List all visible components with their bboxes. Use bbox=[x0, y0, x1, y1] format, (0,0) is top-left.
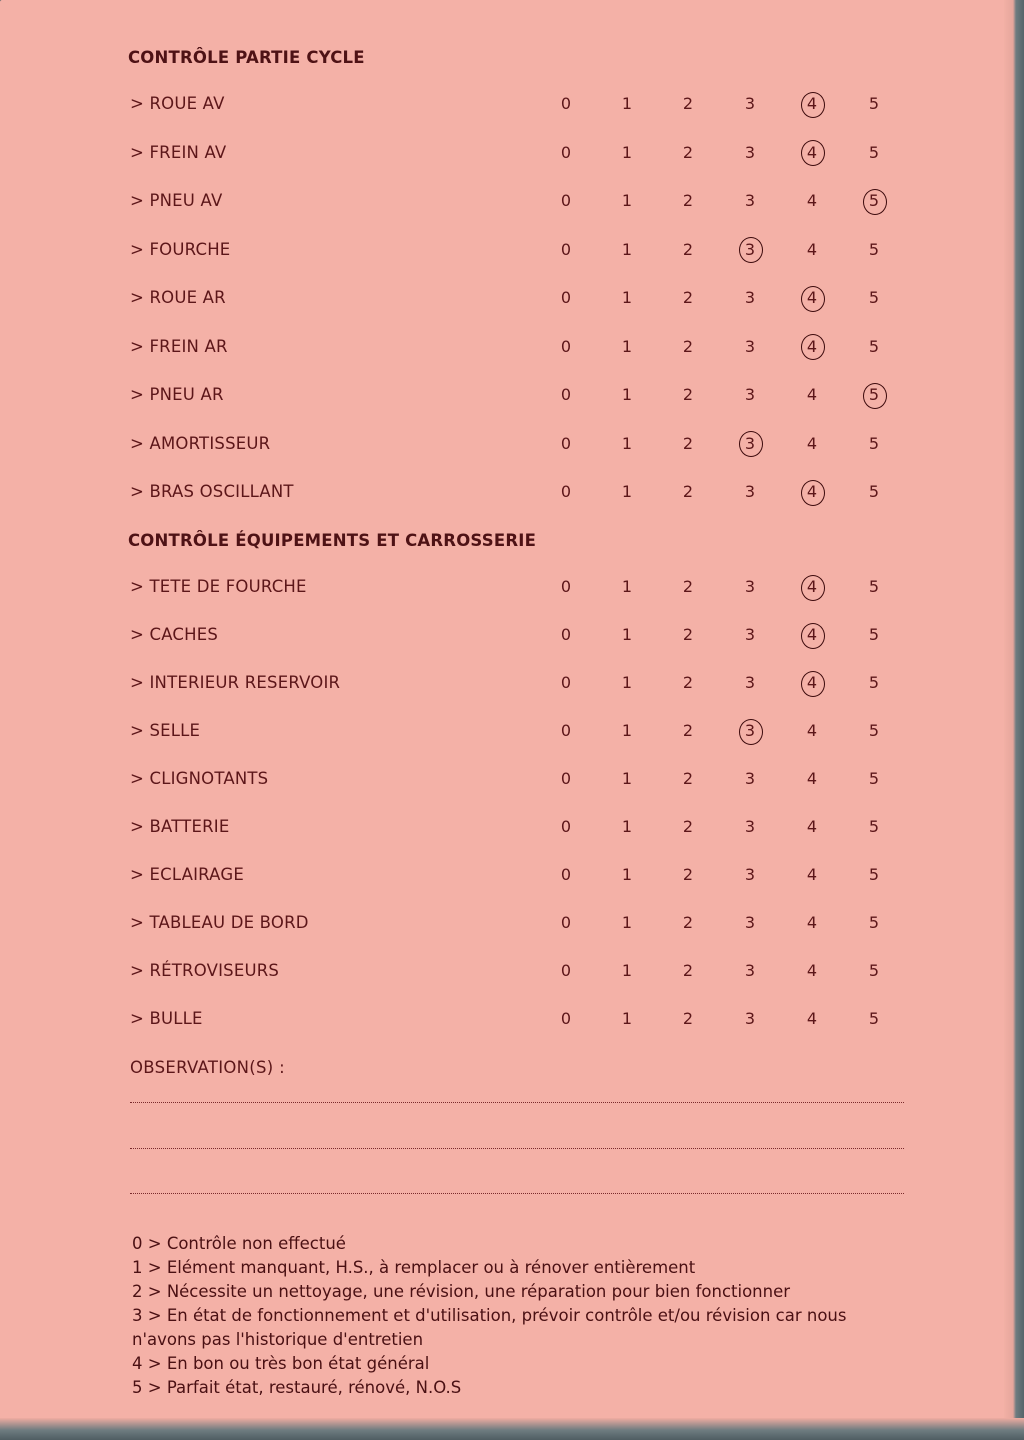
score-option-3-selected[interactable]: 3 bbox=[735, 434, 765, 453]
row-label: > TETE DE FOURCHE bbox=[130, 577, 307, 596]
score-option-4[interactable]: 4 bbox=[806, 433, 818, 453]
score-option-5[interactable]: 5 bbox=[868, 142, 880, 162]
score-option-2[interactable]: 2 bbox=[682, 625, 694, 644]
score-option-1[interactable]: 1 bbox=[621, 288, 633, 307]
checklist-row bbox=[0, 769, 1010, 795]
score-option-0[interactable]: 0 bbox=[560, 721, 572, 740]
score-option-2[interactable]: 2 bbox=[682, 769, 694, 788]
score-option-3[interactable]: 3 bbox=[744, 625, 756, 644]
score-option-0[interactable]: 0 bbox=[560, 913, 572, 932]
row-label: > CACHES bbox=[130, 625, 219, 644]
observation-line-3[interactable] bbox=[130, 1193, 904, 1194]
score-option-2[interactable]: 2 bbox=[682, 721, 694, 740]
score-option-3[interactable]: 3 bbox=[744, 865, 756, 884]
checklist-row bbox=[0, 482, 1010, 508]
score-option-1[interactable]: 1 bbox=[621, 577, 633, 596]
score-option-2[interactable]: 2 bbox=[682, 577, 694, 596]
score-option-2[interactable]: 2 bbox=[682, 673, 694, 692]
score-option-5[interactable]: 5 bbox=[868, 1009, 880, 1028]
row-label: > FOURCHE bbox=[130, 239, 231, 259]
score-option-5[interactable]: 5 bbox=[868, 961, 880, 980]
score-option-4[interactable]: 4 bbox=[806, 239, 818, 259]
row-label: > PNEU AV bbox=[130, 191, 223, 210]
score-option-5[interactable]: 5 bbox=[868, 769, 880, 788]
row-label: > BULLE bbox=[130, 1009, 203, 1028]
score-option-4[interactable]: 4 bbox=[806, 191, 818, 210]
score-option-4[interactable]: 4 bbox=[806, 721, 818, 740]
score-option-0[interactable]: 0 bbox=[560, 239, 572, 259]
score-option-1[interactable]: 1 bbox=[621, 721, 633, 740]
score-option-2[interactable]: 2 bbox=[682, 288, 694, 307]
score-option-2[interactable]: 2 bbox=[682, 433, 694, 453]
score-option-3[interactable]: 3 bbox=[744, 817, 756, 836]
row-label: > CLIGNOTANTS bbox=[130, 769, 269, 788]
checklist-row bbox=[0, 240, 1010, 266]
score-option-1[interactable]: 1 bbox=[621, 625, 633, 644]
score-option-5[interactable]: 5 bbox=[868, 721, 880, 740]
score-option-2[interactable]: 2 bbox=[682, 865, 694, 884]
score-option-1[interactable]: 1 bbox=[621, 94, 633, 113]
checklist-row bbox=[0, 913, 1010, 939]
row-label: > FREIN AR bbox=[130, 336, 228, 356]
observation-line-2[interactable] bbox=[130, 1148, 904, 1149]
score-option-1[interactable]: 1 bbox=[621, 769, 633, 788]
legend-line-0: 0 > Contrôle non effectué bbox=[132, 1234, 346, 1253]
score-option-5-selected[interactable]: 5 bbox=[859, 385, 889, 404]
score-option-3[interactable]: 3 bbox=[744, 336, 756, 356]
score-option-2[interactable]: 2 bbox=[682, 482, 694, 501]
checklist-row bbox=[0, 625, 1010, 651]
legend-line-2: 2 > Nécessite un nettoyage, une révision, une réparation pour bien fonctionner bbox=[132, 1282, 791, 1301]
score-option-4-selected[interactable]: 4 bbox=[797, 625, 827, 644]
checklist-row bbox=[0, 94, 1010, 120]
checklist-row bbox=[0, 721, 1010, 747]
score-option-1[interactable]: 1 bbox=[621, 385, 633, 404]
score-option-0[interactable]: 0 bbox=[560, 482, 572, 501]
score-option-3[interactable]: 3 bbox=[744, 961, 756, 980]
score-option-3[interactable]: 3 bbox=[744, 94, 756, 113]
score-option-5[interactable]: 5 bbox=[868, 577, 880, 596]
score-option-1[interactable]: 1 bbox=[621, 961, 633, 980]
checklist-row bbox=[0, 191, 1010, 217]
score-option-5[interactable]: 5 bbox=[868, 239, 880, 259]
score-option-3[interactable]: 3 bbox=[744, 385, 756, 404]
score-option-2[interactable]: 2 bbox=[682, 817, 694, 836]
score-option-4[interactable]: 4 bbox=[806, 769, 818, 788]
row-label: > INTERIEUR RESERVOIR bbox=[130, 673, 341, 692]
row-label: > AMORTISSEUR bbox=[130, 433, 271, 453]
score-option-4-selected[interactable]: 4 bbox=[797, 673, 827, 692]
score-option-5[interactable]: 5 bbox=[868, 817, 880, 836]
score-option-4-selected[interactable]: 4 bbox=[797, 577, 827, 596]
score-option-4[interactable]: 4 bbox=[806, 961, 818, 980]
score-option-5[interactable]: 5 bbox=[868, 94, 880, 113]
score-option-1[interactable]: 1 bbox=[621, 817, 633, 836]
score-option-2[interactable]: 2 bbox=[682, 385, 694, 404]
score-option-0[interactable]: 0 bbox=[560, 625, 572, 644]
score-option-4[interactable]: 4 bbox=[806, 385, 818, 404]
row-label: > ECLAIRAGE bbox=[130, 865, 244, 884]
score-option-1[interactable]: 1 bbox=[621, 336, 633, 356]
score-option-4-selected[interactable]: 4 bbox=[797, 94, 827, 113]
score-option-1[interactable]: 1 bbox=[621, 1009, 633, 1028]
score-option-5[interactable]: 5 bbox=[868, 336, 880, 356]
score-option-5[interactable]: 5 bbox=[868, 288, 880, 307]
section-title-cycle: CONTRÔLE PARTIE CYCLE bbox=[128, 48, 365, 67]
score-option-0[interactable]: 0 bbox=[560, 433, 572, 453]
score-option-5[interactable]: 5 bbox=[868, 433, 880, 453]
row-label: > ROUE AR bbox=[130, 288, 226, 307]
score-option-2[interactable]: 2 bbox=[682, 239, 694, 259]
score-option-4[interactable]: 4 bbox=[806, 1009, 818, 1028]
score-option-0[interactable]: 0 bbox=[560, 385, 572, 404]
score-option-0[interactable]: 0 bbox=[560, 288, 572, 307]
score-option-0[interactable]: 0 bbox=[560, 142, 572, 162]
score-option-1[interactable]: 1 bbox=[621, 239, 633, 259]
score-option-3[interactable]: 3 bbox=[744, 913, 756, 932]
score-option-3[interactable]: 3 bbox=[744, 191, 756, 210]
checklist-row bbox=[0, 865, 1010, 891]
checklist-row bbox=[0, 288, 1010, 314]
legend-line-5: 5 > Parfait état, restauré, rénové, N.O.S bbox=[132, 1378, 462, 1397]
rating-legend bbox=[132, 1232, 912, 1400]
score-option-2[interactable]: 2 bbox=[682, 961, 694, 980]
score-option-2[interactable]: 2 bbox=[682, 1009, 694, 1028]
score-option-2[interactable]: 2 bbox=[682, 142, 694, 162]
score-option-0[interactable]: 0 bbox=[560, 769, 572, 788]
score-option-0[interactable]: 0 bbox=[560, 865, 572, 884]
checklist-row bbox=[0, 337, 1010, 363]
score-option-4[interactable]: 4 bbox=[806, 865, 818, 884]
score-option-3[interactable]: 3 bbox=[744, 142, 756, 162]
score-option-3[interactable]: 3 bbox=[744, 673, 756, 692]
row-label: > TABLEAU DE BORD bbox=[130, 913, 309, 932]
row-label: > PNEU AR bbox=[130, 385, 224, 404]
score-option-1[interactable]: 1 bbox=[621, 913, 633, 932]
score-option-4[interactable]: 4 bbox=[806, 817, 818, 836]
checklist-row bbox=[0, 1009, 1010, 1035]
checklist-row bbox=[0, 817, 1010, 843]
score-option-3[interactable]: 3 bbox=[744, 769, 756, 788]
score-option-0[interactable]: 0 bbox=[560, 673, 572, 692]
score-option-0[interactable]: 0 bbox=[560, 817, 572, 836]
score-option-0[interactable]: 0 bbox=[560, 94, 572, 113]
score-option-0[interactable]: 0 bbox=[560, 191, 572, 210]
row-label: > FREIN AV bbox=[130, 142, 227, 162]
score-option-1[interactable]: 1 bbox=[621, 865, 633, 884]
score-option-0[interactable]: 0 bbox=[560, 961, 572, 980]
score-option-2[interactable]: 2 bbox=[682, 336, 694, 356]
score-option-4-selected[interactable]: 4 bbox=[797, 288, 827, 307]
checklist-row bbox=[0, 143, 1010, 169]
score-option-3-selected[interactable]: 3 bbox=[735, 721, 765, 740]
score-option-1[interactable]: 1 bbox=[621, 142, 633, 162]
score-option-1[interactable]: 1 bbox=[621, 673, 633, 692]
checklist-row bbox=[0, 385, 1010, 411]
checklist-row bbox=[0, 961, 1010, 987]
checklist-row bbox=[0, 434, 1010, 460]
observation-line-1[interactable] bbox=[130, 1102, 904, 1103]
legend-line-1: 1 > Elément manquant, H.S., à remplacer ou à rénover entièrement bbox=[132, 1258, 696, 1277]
row-label: > RÉTROVISEURS bbox=[130, 961, 280, 980]
score-option-2[interactable]: 2 bbox=[682, 913, 694, 932]
score-option-4-selected[interactable]: 4 bbox=[797, 482, 827, 501]
score-option-5-selected[interactable]: 5 bbox=[859, 191, 889, 210]
score-option-5[interactable]: 5 bbox=[868, 865, 880, 884]
score-option-2[interactable]: 2 bbox=[682, 94, 694, 113]
score-option-3-selected[interactable]: 3 bbox=[735, 240, 765, 259]
score-option-3[interactable]: 3 bbox=[744, 1009, 756, 1028]
row-label: > SELLE bbox=[130, 721, 201, 740]
row-label: > BRAS OSCILLANT bbox=[130, 482, 294, 501]
score-option-5[interactable]: 5 bbox=[868, 673, 880, 692]
score-option-4-selected[interactable]: 4 bbox=[797, 143, 827, 162]
checklist-row bbox=[0, 577, 1010, 603]
score-option-5[interactable]: 5 bbox=[868, 913, 880, 932]
score-option-1[interactable]: 1 bbox=[621, 482, 633, 501]
score-option-1[interactable]: 1 bbox=[621, 191, 633, 210]
checklist-row bbox=[0, 673, 1010, 699]
score-option-2[interactable]: 2 bbox=[682, 191, 694, 210]
score-option-0[interactable]: 0 bbox=[560, 1009, 572, 1028]
score-option-3[interactable]: 3 bbox=[744, 577, 756, 596]
score-option-1[interactable]: 1 bbox=[621, 433, 633, 453]
score-option-0[interactable]: 0 bbox=[560, 577, 572, 596]
observations-title: OBSERVATION(S) : bbox=[130, 1058, 285, 1077]
legend-line-3: 3 > En état de fonctionnement et d'utilisation, prévoir contrôle et/ou révision car nous n'avons pas l'historique d'entretien bbox=[132, 1306, 847, 1349]
score-option-4[interactable]: 4 bbox=[806, 913, 818, 932]
score-option-3[interactable]: 3 bbox=[744, 288, 756, 307]
score-option-5[interactable]: 5 bbox=[868, 482, 880, 501]
score-option-3[interactable]: 3 bbox=[744, 482, 756, 501]
legend-line-4: 4 > En bon ou très bon état général bbox=[132, 1354, 430, 1373]
score-option-5[interactable]: 5 bbox=[868, 625, 880, 644]
section-title-equipment: CONTRÔLE ÉQUIPEMENTS ET CARROSSERIE bbox=[128, 531, 537, 550]
row-label: > ROUE AV bbox=[130, 94, 225, 113]
score-option-4-selected[interactable]: 4 bbox=[797, 337, 827, 356]
row-label: > BATTERIE bbox=[130, 817, 230, 836]
score-option-0[interactable]: 0 bbox=[560, 336, 572, 356]
